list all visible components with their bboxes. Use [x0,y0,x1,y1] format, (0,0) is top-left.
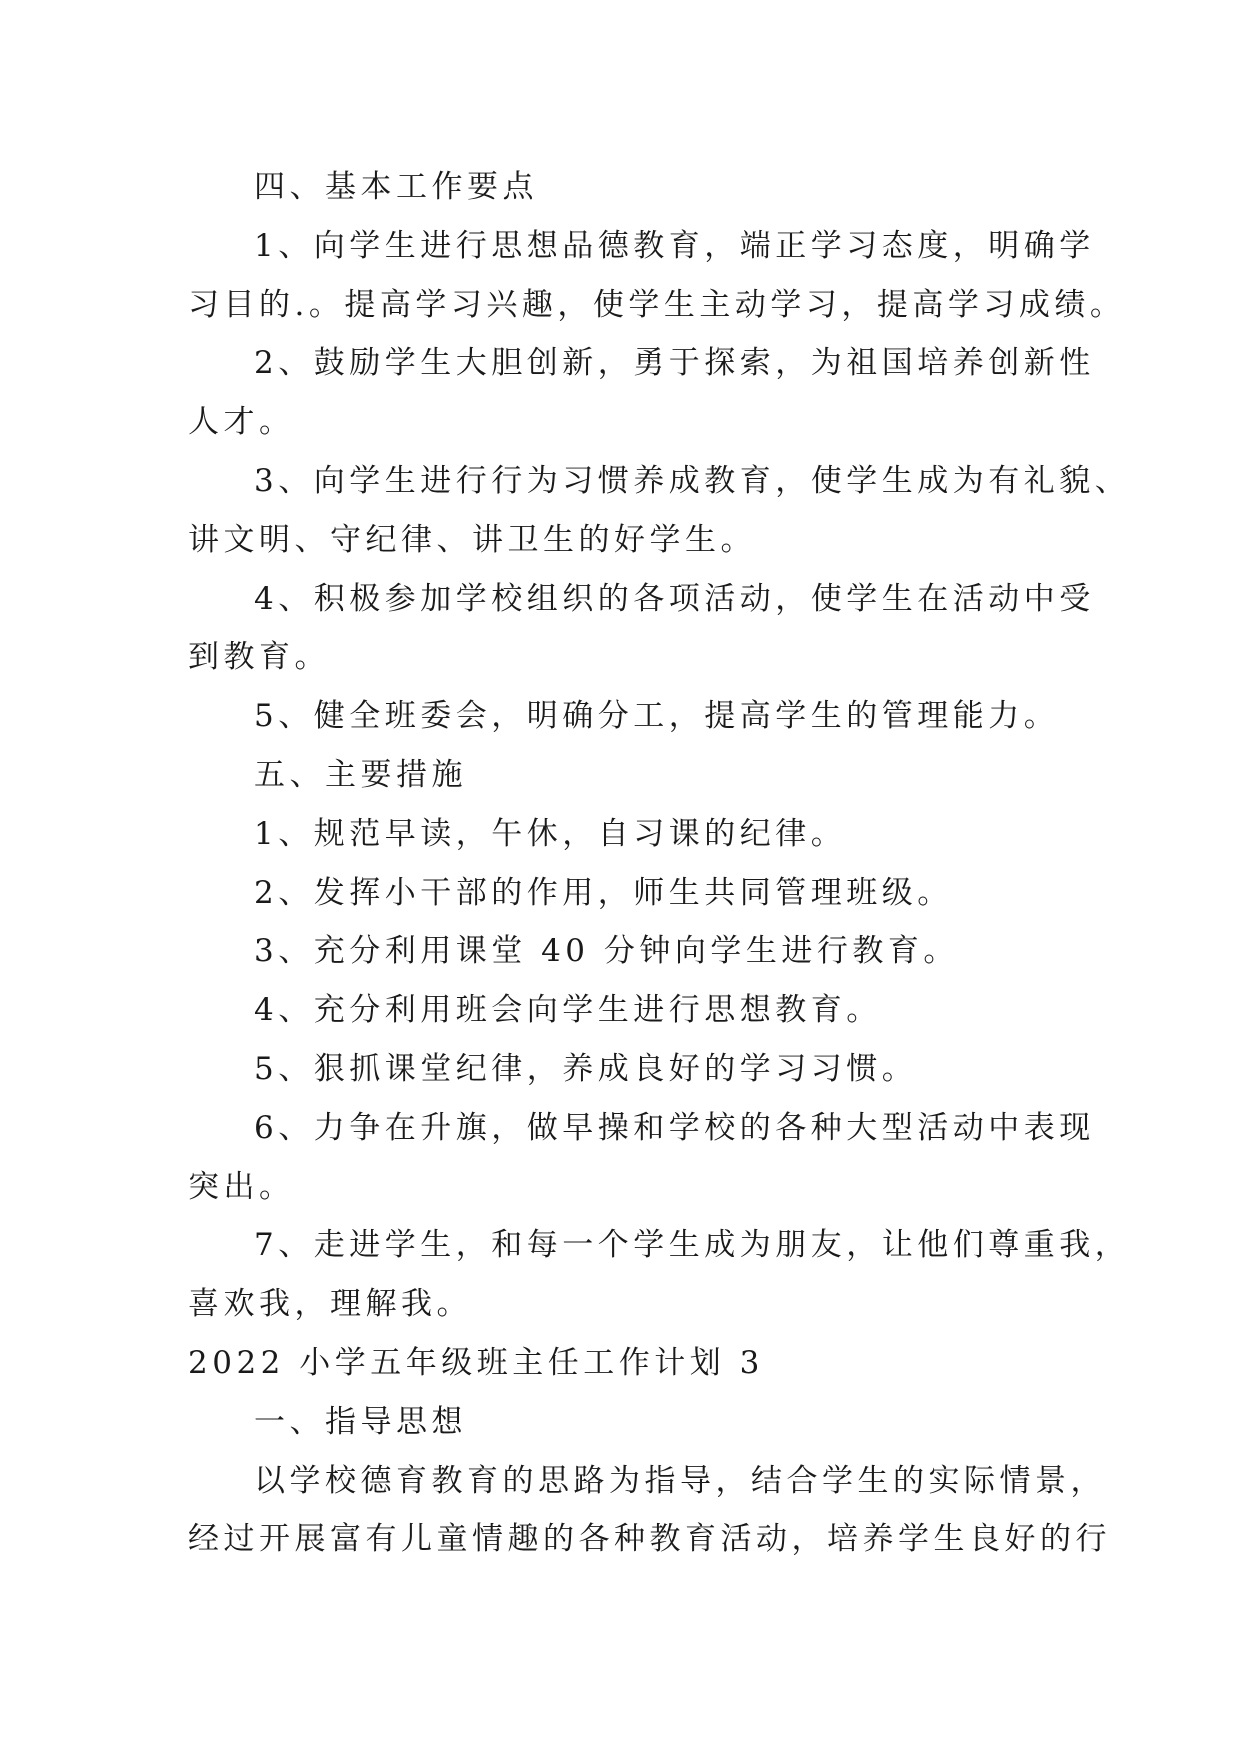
paragraph-line: 到教育。 [188,639,330,676]
paragraph-line: 5、狠抓课堂纪律，养成良好的学习习惯。 [254,1050,918,1087]
paragraph-line: 1、向学生进行思想品德教育，端正学习态度，明确学 [254,227,1095,264]
paragraph-line: 3、充分利用课堂 40 分钟向学生进行教育。 [254,933,959,970]
paragraph-line: 习目的.。提高学习兴趣，使学生主动学习，提高学习成绩。 [188,286,1126,323]
paragraph-line: 讲文明、守纪律、讲卫生的好学生。 [188,521,756,558]
paragraph-line: 经过开展富有儿童情趣的各种教育活动，培养学生良好的行 [188,1521,1111,1558]
paragraph-line: 2、鼓励学生大胆创新，勇于探索，为祖国培养创新性 [254,345,1095,382]
document-body [188,158,1131,1569]
paragraph-line: 喜欢我，理解我。 [188,1286,472,1323]
section-heading-basic-points: 四、基本工作要点 [254,169,538,205]
paragraph-line: 以学校德育教育的思路为指导，结合学生的实际情景， [254,1462,1106,1499]
document-title: 2022 小学五年级班主任工作计划 3 [188,1344,764,1381]
paragraph-line: 人才。 [188,404,295,441]
paragraph-line: 4、充分利用班会向学生进行思想教育。 [254,992,882,1029]
paragraph-line: 3、向学生进行行为习惯养成教育，使学生成为有礼貌、 [254,462,1131,499]
paragraph-line: 4、积极参加学校组织的各项活动，使学生在活动中受 [254,580,1095,617]
paragraph-line: 突出。 [188,1168,295,1205]
paragraph-line: 1、规范早读，午休，自习课的纪律。 [254,815,847,852]
section-heading-main-measures: 五、主要措施 [254,756,467,793]
paragraph-line: 2、发挥小干部的作用，师生共同管理班级。 [254,874,953,911]
paragraph-line: 7、走进学生，和每一个学生成为朋友，让他们尊重我， [254,1227,1131,1264]
section-heading-guiding-thought: 一、指导思想 [254,1403,467,1440]
paragraph-line: 5、健全班委会，明确分工，提高学生的管理能力。 [254,698,1060,735]
paragraph-line: 6、力争在升旗，做早操和学校的各种大型活动中表现 [254,1109,1095,1146]
